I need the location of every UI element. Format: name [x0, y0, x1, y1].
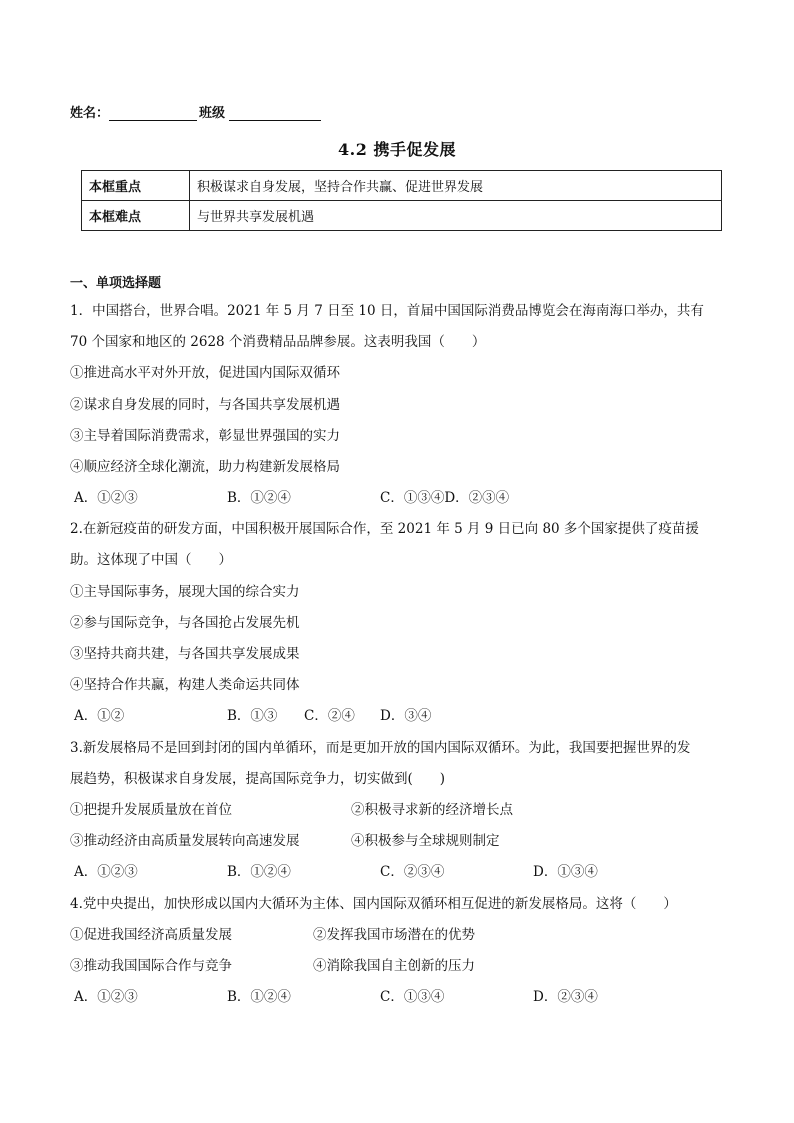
q4-stem-line-1: 4.党中央提出，加快形成以国内大循环为主体、国内国际双循环相互促进的新发展格局。这将（ ）: [70, 896, 677, 912]
q1-stem-line-2: 70 个国家和地区的 2628 个消费精品品牌参展。这表明我国（ ）: [70, 334, 486, 350]
q2-statement-4: ④坚持合作共赢，构建人类命运共同体: [70, 677, 300, 693]
q3-option-c[interactable]: C．②③④: [380, 864, 445, 880]
table-row: [82, 201, 722, 231]
q4-option-d[interactable]: D．②③④: [533, 989, 598, 1005]
class-blank[interactable]: [229, 106, 321, 121]
q1-option-a[interactable]: A．①②③: [74, 490, 138, 506]
focus-table: [81, 170, 722, 231]
student-info-line: [70, 102, 321, 121]
q1-statement-3: ③主导着国际消费需求，彰显世界强国的实力: [70, 428, 340, 444]
q2-statement-1: ①主导国际事务，展现大国的综合实力: [70, 584, 300, 600]
q3-statement-2: ②积极寻求新的经济增长点: [351, 802, 513, 818]
q4-statement-3: ③推动我国国际合作与竞争: [70, 958, 232, 974]
q2-option-d[interactable]: D．③④: [380, 708, 432, 724]
class-label: 班级: [199, 106, 226, 121]
q3-statement-3: ③推动经济由高质量发展转向高速发展: [70, 833, 300, 849]
q2-option-b[interactable]: B．①③: [227, 708, 278, 724]
q2-option-a[interactable]: A．①②: [74, 708, 125, 724]
q1-statement-2: ②谋求自身发展的同时，与各国共享发展机遇: [70, 397, 340, 413]
difficulty-label: 本框难点: [82, 201, 190, 231]
name-label: 姓名：: [70, 106, 110, 121]
q3-stem-line-2: 展趋势，积极谋求自身发展，提高国际竞争力，切实做到( ): [70, 771, 446, 787]
section-title: 一、单项选择题: [70, 276, 162, 291]
q3-stem-line-1: 3.新发展格局不是回到封闭的国内单循环，而是更加开放的国内国际双循环。为此，我国要把握世界的发: [70, 740, 691, 756]
q4-option-a[interactable]: A．①②③: [74, 989, 138, 1005]
key-point-label: 本框重点: [82, 171, 190, 201]
q4-statement-4: ④消除我国自主创新的压力: [313, 958, 475, 974]
q3-option-d[interactable]: D．①③④: [533, 864, 598, 880]
q4-option-b[interactable]: B．①②④: [227, 989, 291, 1005]
q1-option-c-d[interactable]: C．①③④D．②③④: [380, 490, 510, 506]
q4-option-c[interactable]: C．①③④: [380, 989, 445, 1005]
q3-statement-1: ①把提升发展质量放在首位: [70, 802, 232, 818]
q1-statement-4: ④顺应经济全球化潮流，助力构建新发展格局: [70, 459, 340, 475]
q3-option-a[interactable]: A．①②③: [74, 864, 138, 880]
lesson-title: 4.2 携手促发展: [338, 140, 456, 159]
q2-statement-2: ②参与国际竞争，与各国抢占发展先机: [70, 615, 300, 631]
q4-statement-1: ①促进我国经济高质量发展: [70, 927, 232, 943]
difficulty-value: 与世界共享发展机遇: [190, 201, 722, 231]
q1-option-b[interactable]: B．①②④: [227, 490, 291, 506]
q2-statement-3: ③坚持共商共建，与各国共享发展成果: [70, 646, 300, 662]
name-blank[interactable]: [109, 106, 197, 121]
q2-stem-line-2: 助。这体现了中国（ ）: [70, 552, 232, 568]
q3-option-b[interactable]: B．①②④: [227, 864, 291, 880]
q2-stem-line-1: 2.在新冠疫苗的研发方面，中国积极开展国际合作，至 2021 年 5 月 9 日已向 80 多个国家提供了疫苗援: [70, 521, 699, 537]
key-point-value: 积极谋求自身发展，坚持合作共赢、促进世界发展: [190, 171, 722, 201]
q2-option-c[interactable]: C．②④: [304, 708, 355, 724]
q1-statement-1: ①推进高水平对外开放，促进国内国际双循环: [70, 365, 340, 381]
q1-stem-line-1: 1．中国搭台，世界合唱。2021 年 5 月 7 日至 10 日，首届中国国际消费品博览会在海南海口举办，共有: [70, 303, 704, 319]
q4-statement-2: ②发挥我国市场潜在的优势: [313, 927, 475, 943]
table-row: [82, 171, 722, 201]
q3-statement-4: ④积极参与全球规则制定: [351, 833, 500, 849]
